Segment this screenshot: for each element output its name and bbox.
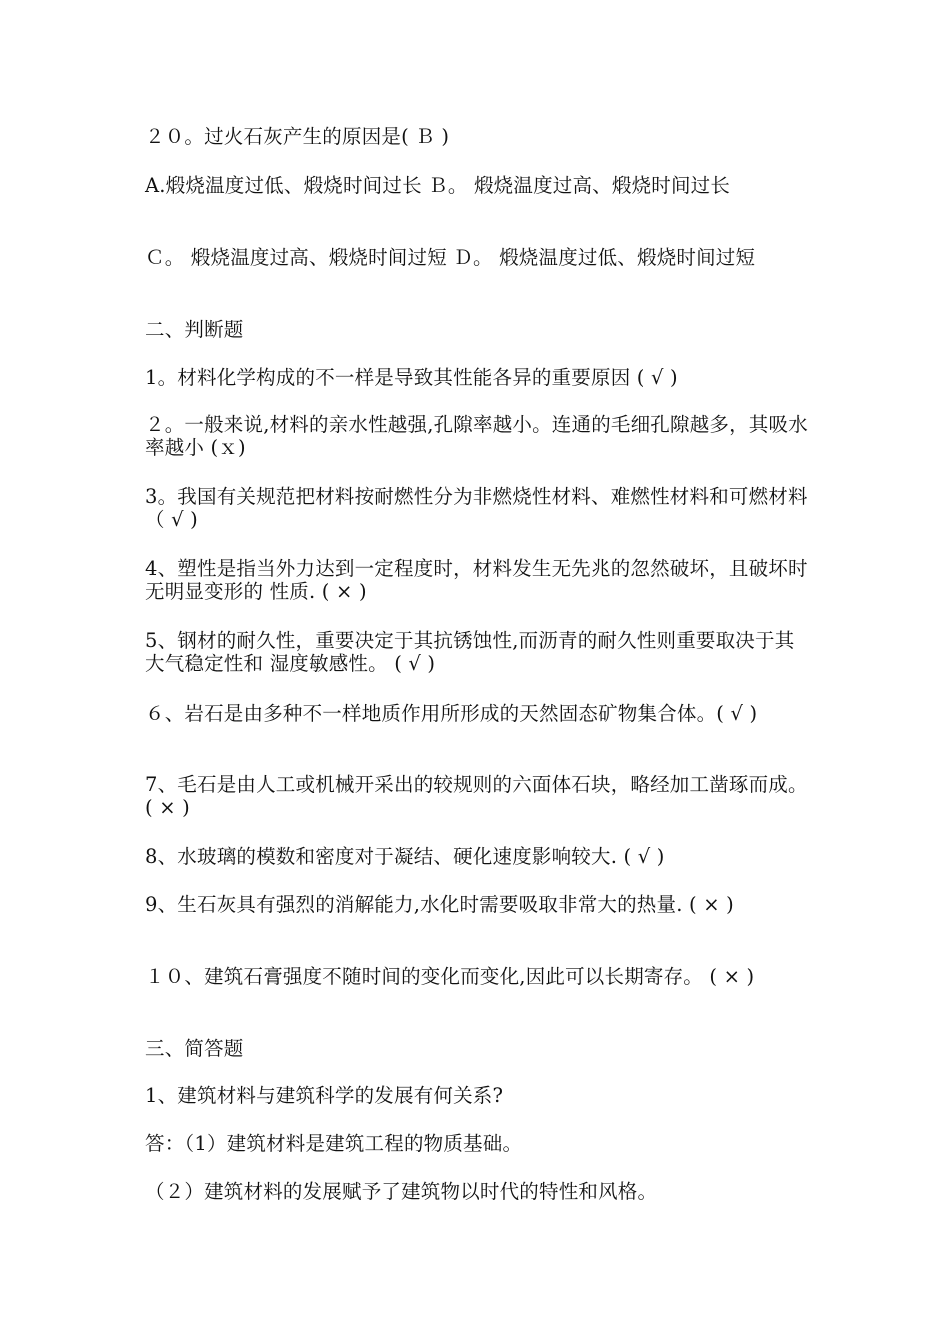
judgment-item-2: ２。一般来说,材料的亲水性越强,孔隙率越小。连通的毛细孔隙越多，其吸水率越小 (ｘ)	[145, 413, 808, 459]
short-answer-question-1: 1、建筑材料与建筑科学的发展有何关系?	[145, 1084, 504, 1107]
judgment-item-1: 1。材料化学构成的不一样是导致其性能各异的重要原因 ( √ )	[145, 366, 678, 389]
question-20: ２０。过火石灰产生的原因是( Ｂ )	[145, 125, 450, 148]
judgment-item-7: 7、毛石是由人工或机械开采出的较规则的六面体石块，略经加工凿琢而成。 ( × )	[145, 773, 808, 819]
judgment-item-5: 5、钢材的耐久性，重要决定于其抗锈蚀性,而沥青的耐久性则重要取决于其大气稳定性和 湿度敏感性。 ( √ )	[145, 629, 795, 675]
judgment-item-9: 9、生石灰具有强烈的消解能力,水化时需要吸取非常大的热量. ( × )	[145, 893, 734, 916]
judgment-item-10: １０、建筑石膏强度不随时间的变化而变化,因此可以长期寄存。 ( × )	[145, 965, 755, 988]
short-answer-answer-1: 答：（1）建筑材料是建筑工程的物质基础。	[145, 1132, 523, 1155]
question-20-options-ab: A.煅烧温度过低、煅烧时间过长 Ｂ。 煅烧温度过高、煅烧时间过长	[145, 174, 731, 197]
judgment-item-8: 8、水玻璃的模数和密度对于凝结、硬化速度影响较大. ( √ )	[145, 845, 665, 868]
judgment-item-3: 3。我国有关规范把材料按耐燃性分为非燃烧性材料、难燃性材料和可燃材料 （ √ )	[145, 485, 808, 531]
question-20-options-cd: Ｃ。 煅烧温度过高、煅烧时间过短 Ｄ。 煅烧温度过低、煅烧时间过短	[145, 246, 756, 269]
section-heading-short-answer: 三、简答题	[145, 1037, 244, 1060]
section-heading-true-false: 二、判断题	[145, 318, 244, 341]
judgment-item-6: ６、岩石是由多种不一样地质作用所形成的天然固态矿物集合体。( √ )	[145, 702, 758, 725]
judgment-item-4: 4、塑性是指当外力达到一定程度时，材料发生无先兆的忽然破坏，且破坏时无明显变形的 性质. ( × )	[145, 557, 808, 603]
short-answer-answer-2: （２）建筑材料的发展赋予了建筑物以时代的特性和风格。	[145, 1180, 658, 1203]
